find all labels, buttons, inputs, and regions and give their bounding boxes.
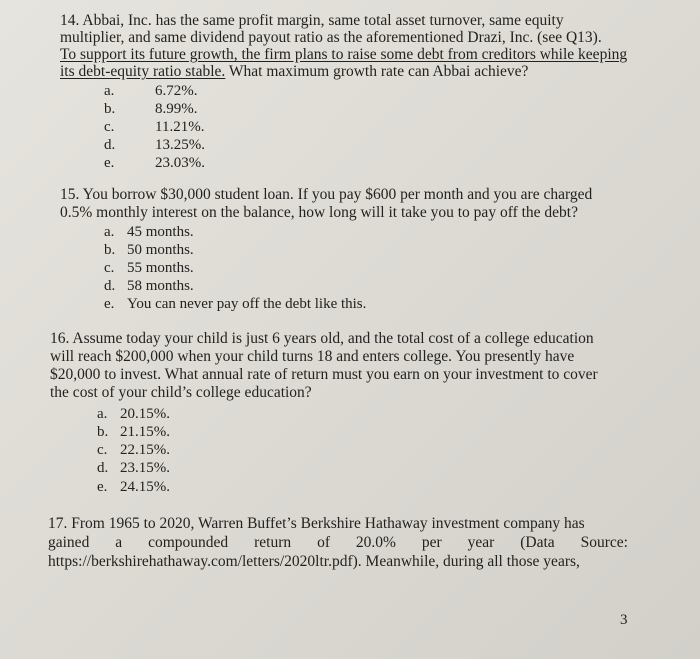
q16-option-a-value: 20.15%. — [120, 406, 170, 422]
q14-line-4-underlined: its debt-equity ratio stable. — [60, 63, 226, 80]
q14-option-a-value: 6.72%. — [155, 83, 198, 99]
q15-option-e-value: You can never pay off the debt like this. — [127, 296, 367, 312]
q14-line-4 — [60, 63, 528, 80]
q14-option-b-value: 8.99%. — [155, 101, 198, 117]
q17-line-2-word: return — [254, 534, 292, 551]
q15-option-a-letter: a. — [104, 224, 115, 240]
q17-line-2-word: compounded — [148, 534, 229, 551]
q17-line-2-word: of — [317, 534, 330, 551]
q14-line-2: multiplier, and same dividend payout ratio as the aforementioned Drazi, Inc. (see Q13). — [60, 29, 602, 46]
q16-option-a-letter: a. — [97, 406, 108, 422]
q15-option-c-value: 55 months. — [127, 260, 194, 276]
q16-line-3: $20,000 to invest. What annual rate of return must you earn on your investment to cover — [50, 366, 598, 383]
q16-option-e-value: 24.15%. — [120, 479, 170, 495]
q14-line-1: 14. Abbai, Inc. has the same profit margin, same total asset turnover, same equity — [60, 12, 564, 29]
q15-line-1: 15. You borrow $30,000 student loan. If you pay $600 per month and you are charged — [60, 186, 593, 203]
page-number: 3 — [620, 612, 628, 628]
q17-line-2-word: (Data — [520, 534, 555, 551]
q14-line-3: To support its future growth, the firm plans to raise some debt from creditors while keeping — [60, 46, 628, 63]
q14-option-c-value: 11.21%. — [155, 119, 205, 135]
q15-option-a-value: 45 months. — [127, 224, 194, 240]
q16-line-1: 16. Assume today your child is just 6 years old, and the total cost of a college education — [50, 330, 594, 347]
q16-option-c-letter: c. — [97, 442, 108, 458]
q16-option-e-letter: e. — [97, 479, 108, 495]
q17-line-2-word: gained — [48, 534, 90, 551]
q16-option-d-value: 23.15%. — [120, 460, 170, 476]
q15-option-e-letter: e. — [104, 296, 115, 312]
q15-option-d-value: 58 months. — [127, 278, 194, 294]
q16-option-d-letter: d. — [97, 460, 109, 476]
q17-line-2-word: 20.0% — [355, 534, 396, 551]
q17-line-2 — [48, 534, 628, 551]
q14-option-b-letter: b. — [104, 101, 116, 117]
q16-option-b-value: 21.15%. — [120, 424, 170, 440]
q16-option-b-letter: b. — [97, 424, 109, 440]
q15-option-b-value: 50 months. — [127, 242, 194, 258]
q14-option-a-letter: a. — [104, 83, 115, 99]
q15-line-2: 0.5% monthly interest on the balance, how long will it take you to pay off the debt? — [60, 204, 578, 221]
q17-line-2-word: per — [421, 534, 442, 551]
q14-option-e-letter: e. — [104, 155, 115, 171]
q15-option-b-letter: b. — [104, 242, 116, 258]
q14-option-c-letter: c. — [104, 119, 115, 135]
q14-option-e-value: 23.03%. — [155, 155, 205, 171]
q17-line-3: https://berkshirehathaway.com/letters/2020ltr.pdf). Meanwhile, during all those years, — [48, 553, 580, 570]
q15-option-c-letter: c. — [104, 260, 115, 276]
q17-line-2-word: Source: — [580, 534, 628, 551]
q17-line-2-word: a — [115, 534, 123, 551]
q16-option-c-value: 22.15%. — [120, 442, 170, 458]
q17-line-1: 17. From 1965 to 2020, Warren Buffet’s Berkshire Hathaway investment company has — [48, 515, 585, 532]
q14-line-4-rest: What maximum growth rate can Abbai achieve? — [225, 63, 529, 80]
q16-line-4: the cost of your child’s college education? — [50, 384, 312, 401]
q15-option-d-letter: d. — [104, 278, 116, 294]
q16-line-2: will reach $200,000 when your child turns 18 and enters college. You presently have — [50, 348, 575, 365]
q17-line-2-word: year — [467, 534, 495, 551]
q14-option-d-value: 13.25%. — [155, 137, 205, 153]
q14-option-d-letter: d. — [104, 137, 116, 153]
